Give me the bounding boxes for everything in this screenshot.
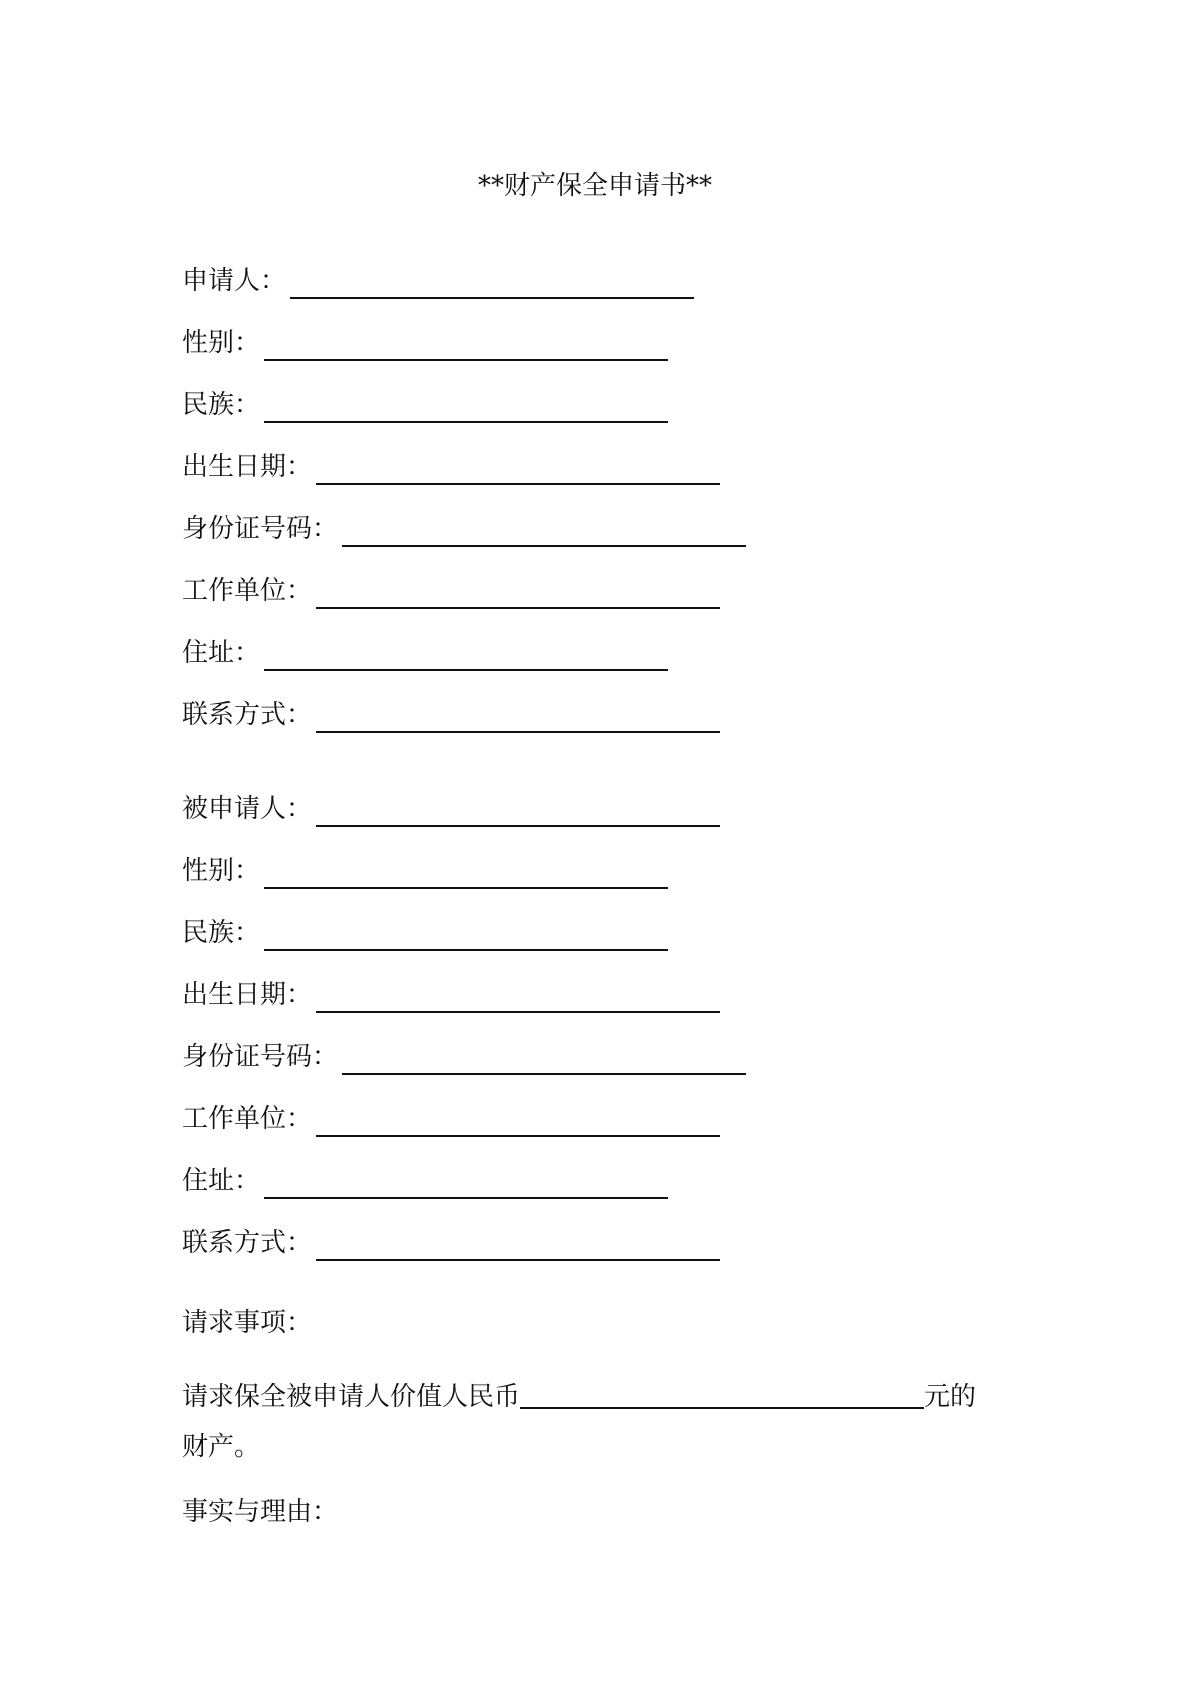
- applicant-id-number-blank[interactable]: [342, 515, 746, 547]
- field-label: 民族：: [182, 918, 261, 948]
- applicant-gender-blank[interactable]: [264, 329, 668, 361]
- applicant-ethnicity-blank[interactable]: [264, 391, 668, 423]
- respondent-gender-blank[interactable]: [264, 857, 668, 889]
- request-text-before: 请求保全被申请人价值人民币: [182, 1382, 521, 1412]
- applicant-contact-row: [182, 693, 720, 733]
- respondent-contact-blank[interactable]: [316, 1229, 720, 1261]
- field-label: 身份证号码：: [182, 1042, 339, 1072]
- field-label: 性别：: [182, 856, 261, 886]
- applicant-employer-blank[interactable]: [316, 577, 720, 609]
- facts-heading: [182, 1490, 338, 1530]
- field-label: 出生日期：: [182, 980, 313, 1010]
- field-label: 民族：: [182, 390, 261, 420]
- applicant-birthdate-row: [182, 445, 720, 485]
- applicant-contact-blank[interactable]: [316, 701, 720, 733]
- respondent-birthdate-row: [182, 973, 720, 1013]
- respondent-contact-row: [182, 1221, 720, 1261]
- respondent-employer-row: [182, 1097, 720, 1137]
- request-heading-label: 请求事项：: [182, 1308, 313, 1338]
- applicant-ethnicity-row: [182, 383, 668, 423]
- respondent-birthdate-blank[interactable]: [316, 981, 720, 1013]
- respondent-name-blank[interactable]: [316, 795, 720, 827]
- applicant-gender-row: [182, 321, 668, 361]
- applicant-address-blank[interactable]: [264, 639, 668, 671]
- applicant-employer-row: [182, 569, 720, 609]
- field-label: 工作单位：: [182, 576, 313, 606]
- field-label: 性别：: [182, 328, 261, 358]
- document-title: **财产保全申请书**: [477, 171, 712, 201]
- field-label: 联系方式：: [182, 1228, 313, 1258]
- respondent-ethnicity-row: [182, 911, 668, 951]
- request-text-after: 元的: [924, 1382, 977, 1412]
- field-label: 联系方式：: [182, 700, 313, 730]
- facts-heading-label: 事实与理由：: [182, 1497, 339, 1527]
- request-amount-blank[interactable]: [520, 1377, 924, 1409]
- field-label: 申请人：: [182, 266, 287, 296]
- field-label: 被申请人：: [182, 794, 313, 824]
- field-label: 住址：: [182, 638, 261, 668]
- respondent-ethnicity-blank[interactable]: [264, 919, 668, 951]
- respondent-id-number-row: [182, 1035, 746, 1075]
- request-line-1: [182, 1372, 976, 1422]
- field-label: 工作单位：: [182, 1104, 313, 1134]
- field-label: 身份证号码：: [182, 514, 339, 544]
- applicant-name-row: [182, 259, 694, 299]
- respondent-employer-blank[interactable]: [316, 1105, 720, 1137]
- applicant-birthdate-blank[interactable]: [316, 453, 720, 485]
- respondent-address-blank[interactable]: [264, 1167, 668, 1199]
- field-label: 住址：: [182, 1166, 261, 1196]
- request-paragraph: [182, 1372, 976, 1472]
- applicant-address-row: [182, 631, 668, 671]
- respondent-gender-row: [182, 849, 668, 889]
- request-heading: [182, 1301, 312, 1341]
- applicant-name-blank[interactable]: [290, 267, 694, 299]
- respondent-id-number-blank[interactable]: [342, 1043, 746, 1075]
- field-label: 出生日期：: [182, 452, 313, 482]
- respondent-name-row: [182, 787, 720, 827]
- respondent-address-row: [182, 1159, 668, 1199]
- applicant-id-number-row: [182, 507, 746, 547]
- request-line-2: 财产。: [182, 1432, 261, 1462]
